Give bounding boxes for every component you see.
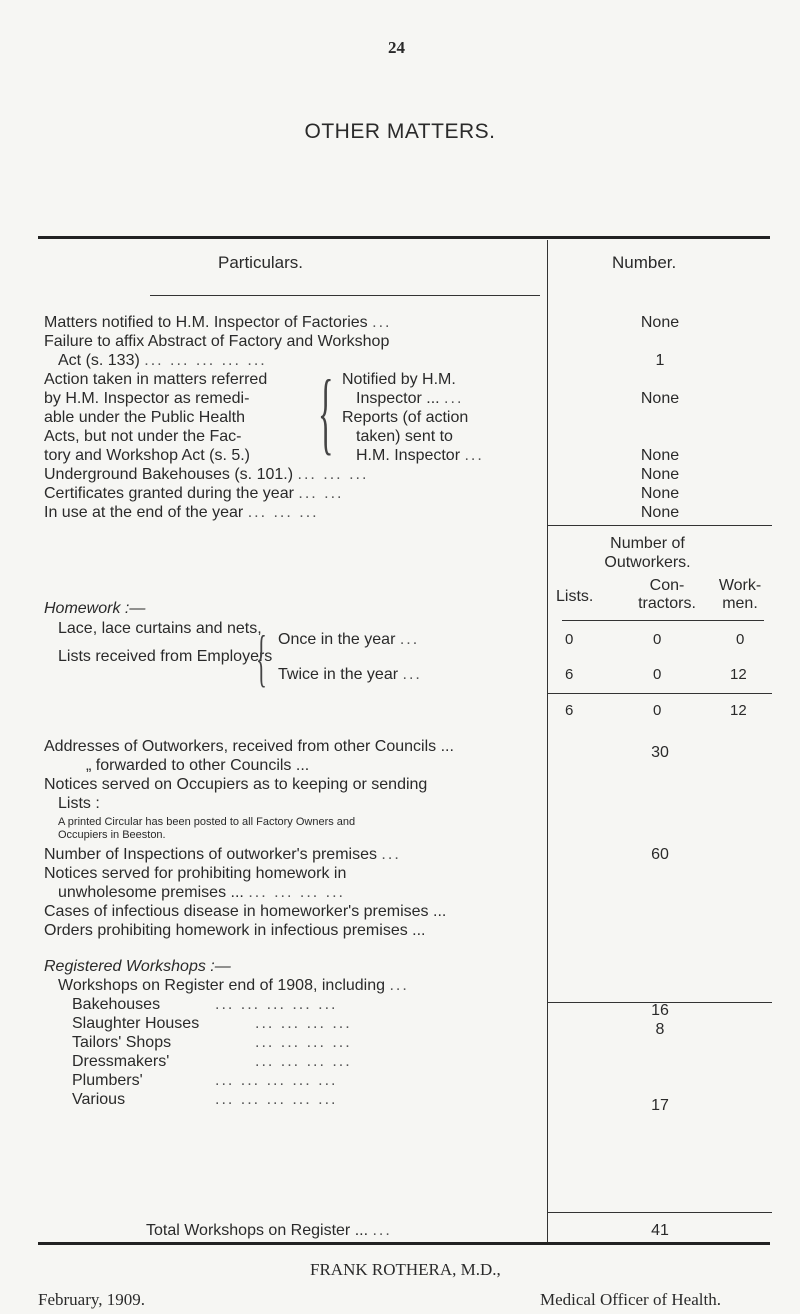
- leader-plumbers: ... ... ... ... ...: [215, 1072, 338, 1089]
- value-action-reports: None: [640, 447, 680, 464]
- value-matters-notified: None: [640, 314, 680, 331]
- column-divider: [547, 240, 548, 1242]
- once-lists: 0: [565, 631, 574, 648]
- once-workmen: 0: [736, 631, 745, 648]
- col-lists: Lists.: [556, 588, 594, 605]
- value-failure-affix: 1: [655, 352, 665, 369]
- workshop-bakehouses: Bakehouses: [72, 996, 161, 1013]
- row-certificates: Certificates granted during the year ... ...: [44, 485, 344, 502]
- header-number: Number.: [612, 253, 677, 272]
- value-certificates: None: [640, 485, 680, 502]
- row-matters-notified: Matters notified to H.M. Inspector of Factories ...: [44, 314, 392, 331]
- row-prohibit-notices: Notices served for prohibiting homework in: [44, 865, 347, 882]
- workshops-intro: Workshops on Register end of 1908, including ...: [58, 977, 409, 994]
- row-failure-affix-act: Act (s. 133) ... ... ... ... ...: [58, 352, 267, 369]
- row-in-use: In use at the end of the year ... ... ...: [44, 504, 319, 521]
- twice-contractors: 0: [653, 666, 662, 683]
- action-line-4: Acts, but not under the Fac-: [44, 428, 242, 445]
- row-addresses-received: Addresses of Outworkers, received from other Councils ...: [44, 738, 454, 755]
- col-contractors: Con- tractors.: [638, 577, 696, 612]
- rule-total-outworkers: [547, 693, 772, 694]
- total-lists: 6: [565, 702, 574, 719]
- leader-various: ... ... ... ... ...: [215, 1091, 338, 1108]
- leader-slaughter: ... ... ... ...: [255, 1015, 352, 1032]
- action-line-3: able under the Public Health: [44, 409, 246, 426]
- value-slaughter-houses: 8: [655, 1021, 665, 1038]
- value-various: 17: [651, 1097, 669, 1114]
- signature-role: Medical Officer of Health.: [540, 1290, 721, 1309]
- table-top-rule: [38, 236, 770, 239]
- table-bottom-rule: [38, 1242, 770, 1245]
- homework-brace: {: [256, 622, 267, 693]
- row-prohibit-unwholesome: unwholesome premises ... ... ... ... ...: [58, 884, 345, 901]
- homework-once: Once in the year ...: [278, 631, 420, 648]
- rule-outworker-cols: [562, 620, 764, 621]
- col-number-of-outworkers: Number of Outworkers.: [604, 535, 691, 571]
- row-failure-affix: Failure to affix Abstract of Factory and Workshop: [44, 333, 390, 350]
- note-circular-2: Occupiers in Beeston.: [58, 829, 166, 841]
- homework-lists-label: Lists received from Employers: [58, 648, 273, 665]
- workshops-total-label: Total Workshops on Register ... ...: [146, 1222, 392, 1239]
- value-in-use: None: [640, 504, 680, 521]
- action-reports-line-1: Reports (of action: [342, 409, 469, 426]
- rule-total-workshops: [547, 1212, 772, 1213]
- workshop-various: Various: [72, 1091, 126, 1108]
- leader-tailors: ... ... ... ...: [255, 1034, 352, 1051]
- value-action-notified: None: [640, 390, 680, 407]
- twice-workmen: 12: [730, 666, 747, 683]
- row-orders-prohibiting: Orders prohibiting homework in infectious premises ...: [44, 922, 426, 939]
- homework-heading: Homework :—: [44, 600, 146, 617]
- col-workmen: Work- men.: [718, 577, 762, 612]
- action-line-5: tory and Workshop Act (s. 5.): [44, 447, 251, 464]
- signature-date: February, 1909.: [38, 1290, 146, 1309]
- header-particulars: Particulars.: [218, 253, 304, 272]
- leader-bakehouses: ... ... ... ... ...: [215, 996, 338, 1013]
- rule-number-of-outworkers: [547, 525, 772, 526]
- row-infectious-cases: Cases of infectious disease in homeworker's premises ...: [44, 903, 447, 920]
- action-brace: {: [318, 361, 334, 463]
- value-addresses: 30: [651, 744, 669, 761]
- note-circular-1: A printed Circular has been posted to all Factory Owners and: [58, 816, 356, 828]
- row-inspections: Number of Inspections of outworker's premises ...: [44, 846, 401, 863]
- workshops-heading: Registered Workshops :—: [44, 958, 231, 975]
- action-notified-line-1: Notified by H.M.: [342, 371, 456, 388]
- workshop-plumbers: Plumbers': [72, 1072, 143, 1089]
- value-bakehouses: 16: [651, 1002, 669, 1019]
- page-number: 24: [388, 38, 405, 57]
- row-underground-bakehouses: Underground Bakehouses (s. 101.) ... ... ...: [44, 466, 369, 483]
- page-title: OTHER MATTERS.: [304, 120, 496, 143]
- value-inspections: 60: [651, 846, 669, 863]
- workshop-tailors: Tailors' Shops: [72, 1034, 172, 1051]
- action-reports-line-2: taken) sent to: [356, 428, 453, 445]
- leader-dressmakers: ... ... ... ...: [255, 1053, 352, 1070]
- row-notices-lists: Lists :: [58, 795, 100, 812]
- action-line-2: by H.M. Inspector as remedi-: [44, 390, 250, 407]
- total-contractors: 0: [653, 702, 662, 719]
- total-workmen: 12: [730, 702, 747, 719]
- twice-lists: 6: [565, 666, 574, 683]
- header-rule-left: [150, 295, 540, 296]
- row-notices-occupiers: Notices served on Occupiers as to keeping or sending: [44, 776, 428, 793]
- action-notified-line-2: Inspector ... ...: [356, 390, 464, 407]
- action-reports-line-3: H.M. Inspector ...: [356, 447, 484, 464]
- signature-name: FRANK ROTHERA, M.D.,: [310, 1260, 501, 1279]
- value-total-workshops: 41: [651, 1222, 669, 1239]
- homework-lace-line: Lace, lace curtains and nets,: [58, 620, 262, 637]
- once-contractors: 0: [653, 631, 662, 648]
- workshop-dressmakers: Dressmakers': [72, 1053, 170, 1070]
- row-addresses-forwarded: „ forwarded to other Councils ...: [86, 757, 310, 774]
- value-underground-bakehouses: None: [640, 466, 680, 483]
- workshop-slaughter-houses: Slaughter Houses: [72, 1015, 200, 1032]
- homework-twice: Twice in the year ...: [278, 666, 422, 683]
- action-line-1: Action taken in matters referred: [44, 371, 268, 388]
